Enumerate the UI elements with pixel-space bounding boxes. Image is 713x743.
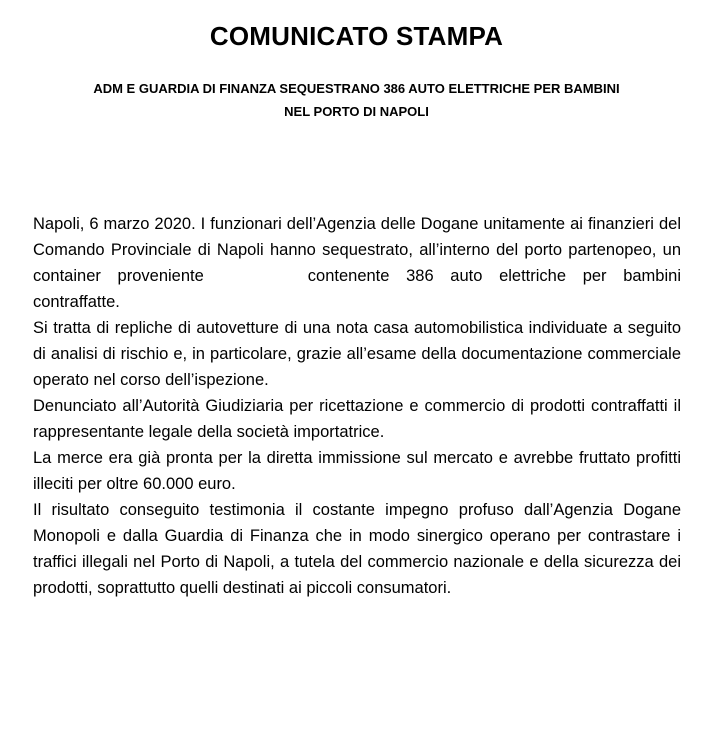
headline [0,77,713,123]
headline-line-2: NEL PORTO DI NAPOLI [284,104,429,119]
paragraph-2: Si tratta di repliche di autovetture di una nota casa automobilistica individuate a seguito di analisi di rischio e, in particolare, grazie all’esame della documentazione commerciale operato nel corso dell’ispezione. [33,319,681,389]
paragraph-5: Il risultato conseguito testimonia il costante impegno profuso dall’Agenzia Dogane Monopoli e dalla Guardia di Finanza che in modo sinergico operano per contrastare i traffici illegali nel Porto di Napoli, a tutela del commercio nazionale e della sicurezza dei prodotti, soprattutto quelli destinati ai piccoli consumatori. [33,501,681,597]
page-title: COMUNICATO STAMPA [209,21,504,51]
headline-line-1: ADM E GUARDIA DI FINANZA SEQUESTRANO 386 AUTO ELETTRICHE PER BAMBINI [93,81,620,96]
paragraph-1-part-b: contenente 386 auto elettriche per bambini contraffatte. [33,267,681,311]
paragraph-1 [33,211,681,315]
paragraph-3: Denunciato all’Autorità Giudiziaria per ricettazione e commercio di prodotti contraffatti il rappresentante legale della società importatrice. [33,397,681,441]
article-body [33,211,681,601]
paragraph-1-part-a: Napoli, 6 marzo 2020. I funzionari dell’Agenzia delle Dogane unitamente ai finanzieri del Comando Provinciale di Napoli hanno sequestrato, all’interno del porto partenopeo, un container proveniente [33,215,681,285]
paragraph-4: La merce era già pronta per la diretta immissione sul mercato e avrebbe fruttato profitti illeciti per oltre 60.000 euro. [33,449,681,493]
